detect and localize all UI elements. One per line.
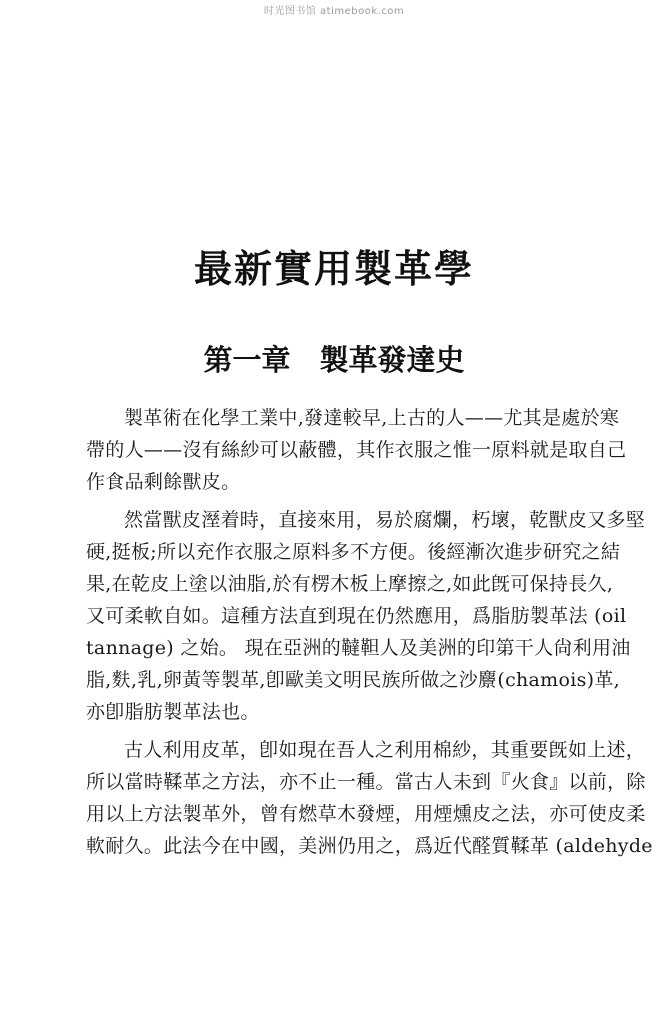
text-line: 果,在乾皮上塗以油脂,於有楞木板上摩擦之,如此旣可保持長久, [86,573,614,595]
text-line: 硬,挺板;所以充作衣服之原料多不方便。後經漸次進步研究之結 [86,541,621,563]
text-line: 製革術在化學工業中,發達較早,上古的人——尤其是處於寒 [124,407,620,429]
text-line: 軟耐久。此法今在中國，美洲仍用之，爲近代醛質鞣革 (aldehyde [86,835,653,857]
paragraph [86,402,627,498]
text-line: tannage) 之始。 現在亞洲的韃靼人及美洲的印第干人尙利用油 [86,637,631,659]
text-line: 又可柔軟自如。這種方法直到現在仍然應用，爲脂肪製革法 (oil [86,605,627,627]
chapter-title: 第一章 製革發達史 [203,343,465,377]
text-line: 作食品剩餘獸皮。 [86,471,241,493]
text-line: 亦卽脂肪製革法也。 [86,701,260,723]
text-line: 古人利用皮革，卽如現在吾人之利用棉紗，其重要旣如上述， [124,739,646,761]
watermark: 时光图书馆 atimebook.com [263,6,405,17]
text-line: 脂,麩,乳,卵黃等製革,卽歐美文明民族所做之沙麖(chamois)革, [86,669,621,691]
paragraph [86,504,646,728]
body-text [86,402,653,862]
text-line: 所以當時鞣革之方法，亦不止一種。當古人未到『火食』以前，除 [86,771,646,793]
text-line: 帶的人——沒有絲紗可以蔽體，其作衣服之惟一原料就是取自己 [86,439,627,461]
book-title: 最新實用製革學 [193,246,474,291]
paragraph [86,734,653,862]
text-line: 用以上方法製革外，曾有燃草木發煙，用煙燻皮之法，亦可使皮柔 [86,803,646,825]
text-line: 然當獸皮溼着時，直接來用，易於腐爛，朽壞，乾獸皮又多堅 [124,509,646,531]
